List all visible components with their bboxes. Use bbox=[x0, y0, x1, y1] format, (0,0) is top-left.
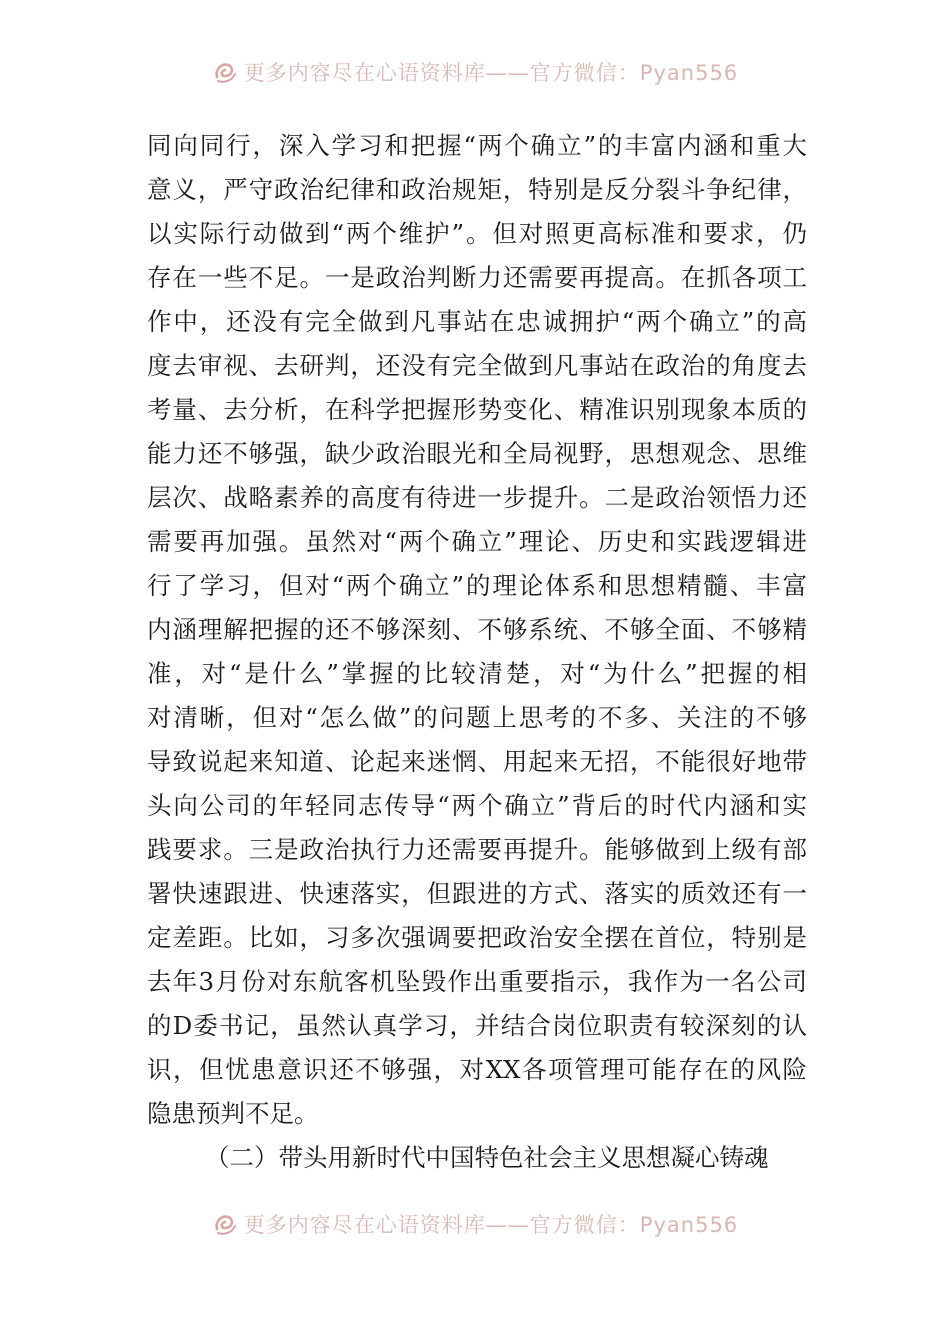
watermark-header bbox=[0, 52, 950, 92]
body-line: 需要再加强。虽然对“两个确立”理论、历史和实践逻辑进 bbox=[147, 527, 807, 556]
body-line: 隐患预判不足。 bbox=[147, 1099, 319, 1128]
body-line: 导致说起来知道、论起来迷惘、用起来无招，不能很好地带 bbox=[147, 747, 807, 776]
body-line: 署快速跟进、快速落实，但跟进的方式、落实的质效还有一 bbox=[147, 879, 807, 908]
body-line: 准，对“是什么”掌握的比较清楚，对“为什么”把握的相 bbox=[147, 659, 807, 688]
body-line: 内涵理解把握的还不够深刻、不够系统、不够全面、不够精 bbox=[147, 615, 807, 644]
body-line: 层次、战略素养的高度有待进一步提升。二是政治领悟力还 bbox=[147, 483, 807, 512]
body-line: 行了学习，但对“两个确立”的理论体系和思想精髓、丰富 bbox=[147, 571, 807, 600]
document-body bbox=[147, 124, 807, 1180]
body-line: 意义，严守政治纪律和政治规矩，特别是反分裂斗争纪律， bbox=[147, 175, 807, 204]
body-line: 考量、去分析，在科学把握形势变化、精准识别现象本质的 bbox=[147, 395, 807, 424]
swirl-logo-icon bbox=[212, 59, 238, 85]
watermark-footer bbox=[0, 1204, 950, 1244]
body-line: 同向同行，深入学习和把握“两个确立”的丰富内涵和重大 bbox=[147, 131, 807, 160]
watermark-text: 更多内容尽在心语资料库——官方微信：Pyan556 bbox=[243, 1213, 739, 1237]
body-line: 以实际行动做到“两个维护”。但对照更高标准和要求，仍 bbox=[147, 219, 807, 248]
body-line: 识，但忧患意识还不够强，对XX各项管理可能存在的风险 bbox=[147, 1055, 807, 1084]
body-line: 存在一些不足。一是政治判断力还需要再提高。在抓各项工 bbox=[147, 263, 807, 292]
body-line: 作中，还没有完全做到凡事站在忠诚拥护“两个确立”的高 bbox=[147, 307, 807, 336]
swirl-logo-icon bbox=[212, 1211, 238, 1237]
body-line: 定差距。比如，习多次强调要把政治安全摆在首位，特别是 bbox=[147, 923, 807, 952]
body-line: 头向公司的年轻同志传导“两个确立”背后的时代内涵和实 bbox=[147, 791, 807, 820]
watermark-text: 更多内容尽在心语资料库——官方微信：Pyan556 bbox=[243, 61, 739, 85]
body-line: 的D委书记，虽然认真学习，并结合岗位职责有较深刻的认 bbox=[147, 1011, 807, 1040]
body-line: 去年3月份对东航客机坠毁作出重要指示，我作为一名公司 bbox=[147, 967, 807, 996]
body-line: 度去审视、去研判，还没有完全做到凡事站在政治的角度去 bbox=[147, 351, 807, 380]
body-line: 践要求。三是政治执行力还需要再提升。能够做到上级有部 bbox=[147, 835, 807, 864]
section-heading: （二）带头用新时代中国特色社会主义思想凝心铸魂 bbox=[205, 1143, 769, 1172]
body-line: 能力还不够强，缺少政治眼光和全局视野，思想观念、思维 bbox=[147, 439, 807, 468]
body-line: 对清晰，但对“怎么做”的问题上思考的不多、关注的不够 bbox=[147, 703, 807, 732]
